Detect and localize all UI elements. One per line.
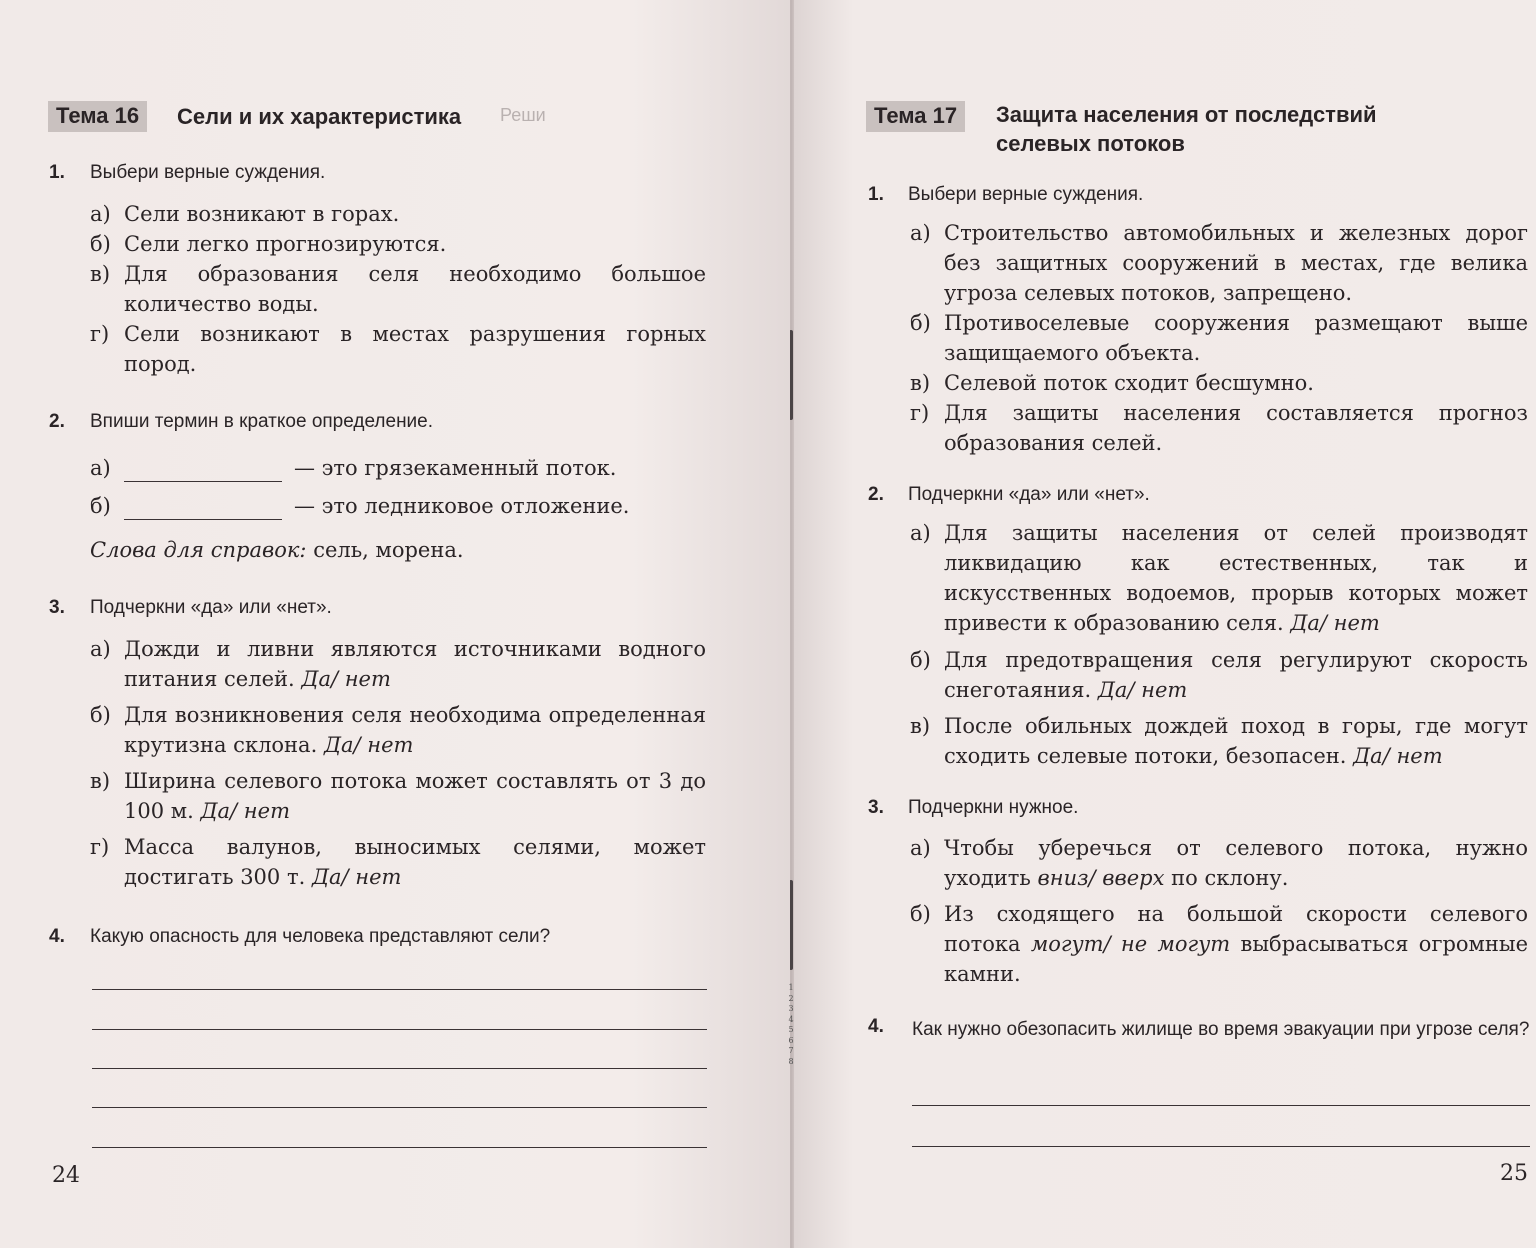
yes-no-choice[interactable]: Да/ нет [323, 733, 414, 757]
yes-no-choice[interactable]: Да/ нет [1353, 744, 1443, 768]
question-text: Выбери верные суждения. [908, 184, 1144, 205]
question-text: Выбери верные суждения. [90, 162, 326, 183]
list-item: а) Дожди и ливни являются источниками водного питания селей. Да/ нет [90, 637, 706, 691]
yes-no-choice[interactable]: Да/ нет [311, 865, 402, 889]
list-item: б) Для возникновения селя необходима определенная крутизна склона. Да/ нет [90, 703, 706, 757]
list-item: г) Масса валунов, выносимых селями, может достигать 300 т. Да/ нет [90, 835, 706, 889]
question-number: 3. [868, 797, 884, 818]
list-item: а) Строительство автомобильных и железных дорог без защитных сооружений в местах, где велика угроза селевых потоков, запрещено. [910, 221, 1528, 305]
list-item: б) Из сходящего на большой скорости селевого потока могут/ не могут выбрасываться огромные камни. [910, 902, 1529, 986]
answer-line[interactable] [912, 1105, 1530, 1106]
yes-no-choice[interactable]: Да/ нет [1290, 611, 1380, 635]
list-item: б) Противоселевые сооружения размещают выше защищаемого объекта. [910, 311, 1528, 365]
topic-title: Сели и их характеристика [177, 104, 462, 129]
choice-option[interactable]: вниз/ вверх [1037, 866, 1165, 890]
topic-title-line-1: Защита населения от последствий [996, 102, 1377, 127]
list-item: в) Селевой поток сходит бесшумно. [910, 371, 1314, 395]
question-number: 1. [868, 184, 884, 205]
list-item: г) Сели возникают в местах разрушения горных пород. [90, 322, 706, 376]
question-number: 4. [49, 926, 65, 947]
list-item: в) Для образования селя необходимо большое количество воды. [90, 262, 706, 316]
question-number: 1. [49, 162, 65, 183]
question-text: Подчеркни нужное. [908, 797, 1079, 818]
question-text: Подчеркни «да» или «нет». [908, 484, 1150, 505]
list-item: б) Для предотвращения селя регулируют скорость снеготаяния. Да/ нет [910, 648, 1528, 702]
page-number: 24 [52, 1163, 80, 1188]
question-text: Подчеркни «да» или «нет». [90, 597, 332, 618]
page-number: 25 [1500, 1161, 1528, 1186]
answer-line[interactable] [92, 1147, 707, 1148]
yes-no-choice[interactable]: Да/ нет [1097, 678, 1188, 702]
blank-line[interactable] [124, 481, 282, 482]
question-number: 2. [868, 484, 884, 505]
fill-in-item: а) — это грязекаменный поток. [90, 456, 617, 480]
question-text: Как нужно обезопасить жилище во время эвакуации при угрозе селя? [912, 1019, 1530, 1040]
hint-line: Слова для справок: сель, морена. [90, 538, 464, 562]
answer-line[interactable] [912, 1146, 1530, 1147]
page-right [794, 0, 1536, 1248]
yes-no-choice[interactable]: Да/ нет [200, 799, 290, 823]
answer-line[interactable] [92, 1029, 707, 1030]
question-number: 3. [49, 597, 65, 618]
fill-in-item: б) — это ледниковое отложение. [90, 494, 630, 518]
list-item: а) Для защиты населения от селей производят ликвидацию как естественных, так и искусственных водоемов, прорыв которых может привести к образованию селя. Да/ нет [910, 521, 1528, 635]
yes-no-choice[interactable]: Да/ нет [301, 667, 391, 691]
list-item: в) Ширина селевого потока может составлять от 3 до 100 м. Да/ нет [90, 769, 706, 823]
topic-title-line-2: селевых потоков [996, 131, 1185, 156]
bleed-through-text: Реши [500, 105, 546, 125]
answer-line[interactable] [92, 1068, 707, 1069]
list-item: б) Сели легко прогнозируются. [90, 232, 447, 256]
question-number: 2. [49, 411, 65, 432]
gutter-numbers: 1 2 3 4 5 6 7 8 [788, 983, 794, 1066]
list-item: а) Чтобы уберечься от селевого потока, нужно уходить вниз/ вверх по склону. [910, 836, 1528, 890]
list-item: а) Сели возникают в горах. [90, 202, 400, 226]
topic-badge: Тема 16 [48, 101, 147, 132]
answer-line[interactable] [92, 989, 707, 990]
choice-option[interactable]: могут/ не могут [1030, 932, 1231, 956]
topic-badge: Тема 17 [866, 101, 965, 132]
question-number: 4. [868, 1016, 884, 1037]
question-text: Какую опасность для человека представляют сели? [90, 926, 551, 947]
list-item: г) Для защиты населения составляется прогноз образования селей. [910, 401, 1528, 455]
answer-line[interactable] [92, 1107, 707, 1108]
question-text: Впиши термин в краткое определение. [90, 411, 434, 432]
blank-line[interactable] [124, 519, 282, 520]
list-item: в) После обильных дождей поход в горы, где могут сходить селевые потоки, безопасен. Да/ нет [910, 714, 1528, 768]
